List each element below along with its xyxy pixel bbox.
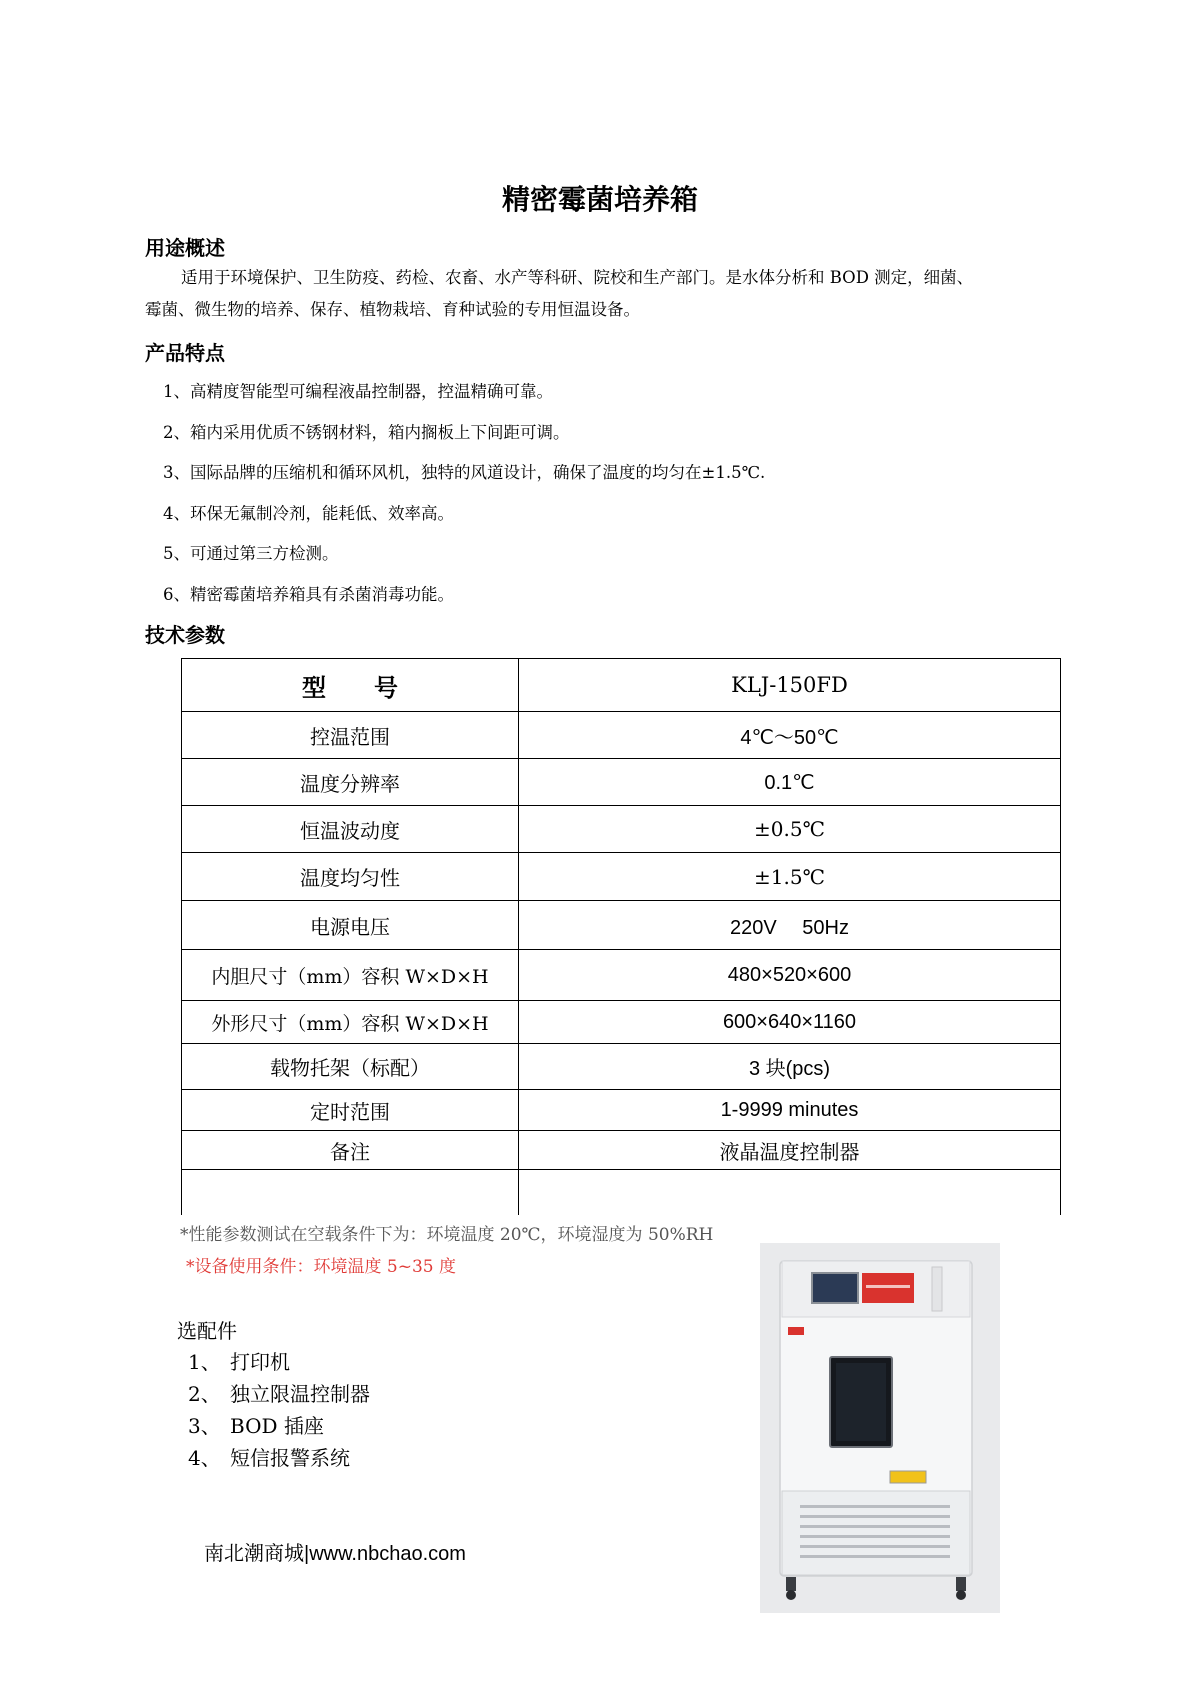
feature-item: 5、可通过第三方检测。 — [163, 544, 339, 564]
feature-item: 6、精密霉菌培养箱具有杀菌消毒功能。 — [163, 584, 454, 604]
model-value: KLJ-150FD — [519, 659, 1061, 712]
features-list — [163, 378, 765, 622]
spec-label: 恒温波动度 — [182, 806, 519, 853]
spec-label: 温度均匀性 — [182, 853, 519, 901]
table-row — [182, 950, 1061, 1001]
performance-note: *性能参数测试在空载条件下为：环境温度 20℃，环境湿度为 50%RH — [180, 1225, 714, 1245]
feature-item: 3、国际品牌的压缩机和循环风机，独特的风道设计，确保了温度的均匀在±1.5℃. — [163, 463, 766, 483]
model-label: 型 号 — [182, 659, 519, 712]
table-row — [182, 1044, 1061, 1090]
spec-value: 480×520×600 — [519, 950, 1061, 1001]
spec-value: 0.1℃ — [519, 759, 1061, 806]
accessory-item: 2、 独立限温控制器 — [188, 1382, 370, 1406]
spec-value: 3 块(pcs) — [519, 1044, 1061, 1090]
table-row — [182, 1090, 1061, 1131]
spec-label: 电源电压 — [182, 901, 519, 950]
table-row — [182, 901, 1061, 950]
usage-line-2: 霉菌、微生物的培养、保存、植物栽培、育种试验的专用恒温设备。 — [145, 300, 640, 319]
spec-label: 外形尺寸（mm）容积 W×D×H — [182, 1001, 519, 1044]
accessory-item: 1、 打印机 — [188, 1350, 290, 1374]
usage-paragraph — [145, 262, 1060, 326]
spec-table — [181, 658, 1061, 1215]
spec-value: 1-9999 minutes — [519, 1090, 1061, 1131]
table-row — [182, 712, 1061, 759]
table-row — [182, 1001, 1061, 1044]
table-row — [182, 759, 1061, 806]
usage-line-1: 适用于环境保护、卫生防疫、药检、农畜、水产等科研、院校和生产部门。是水体分析和 BOD 测定，细菌、 — [181, 268, 974, 287]
spec-value: 4℃～50℃ — [519, 712, 1061, 759]
spec-value: 220V 50Hz — [519, 901, 1061, 950]
table-row — [182, 1131, 1061, 1170]
table-row-empty — [182, 1170, 1061, 1215]
incubator-product-image — [760, 1243, 1000, 1613]
spec-label: 定时范围 — [182, 1090, 519, 1131]
accessories-list — [188, 1346, 370, 1474]
spec-value: 液晶温度控制器 — [519, 1131, 1061, 1170]
features-heading: 产品特点 — [145, 341, 225, 365]
feature-item: 4、环保无氟制冷剂，能耗低、效率高。 — [163, 503, 454, 523]
footer-site: 南北潮商城|www.nbchao.com — [204, 1543, 466, 1565]
usage-heading: 用途概述 — [145, 236, 225, 260]
spec-value: 600×640×1160 — [519, 1001, 1061, 1044]
spec-label-empty — [182, 1170, 519, 1215]
spec-label: 载物托架（标配） — [182, 1044, 519, 1090]
table-row — [182, 659, 1061, 712]
accessories-heading: 选配件 — [177, 1319, 237, 1343]
spec-label: 温度分辨率 — [182, 759, 519, 806]
spec-label: 内胆尺寸（mm）容积 W×D×H — [182, 950, 519, 1001]
specs-heading: 技术参数 — [145, 623, 225, 647]
accessory-item: 3、 BOD 插座 — [188, 1414, 324, 1438]
spec-value: ±1.5℃ — [519, 853, 1061, 901]
spec-label: 备注 — [182, 1131, 519, 1170]
feature-item: 1、高精度智能型可编程液晶控制器，控温精确可靠。 — [163, 382, 553, 401]
page-title: 精密霉菌培养箱 — [501, 183, 698, 216]
table-row — [182, 806, 1061, 853]
spec-label: 控温范围 — [182, 712, 519, 759]
table-row — [182, 853, 1061, 901]
spec-value: ±0.5℃ — [519, 806, 1061, 853]
spec-value-empty — [519, 1170, 1061, 1215]
feature-item: 2、箱内采用优质不锈钢材料，箱内搁板上下间距可调。 — [163, 422, 570, 442]
usage-condition-note: *设备使用条件：环境温度 5~35 度 — [186, 1257, 456, 1277]
accessory-item: 4、 短信报警系统 — [188, 1446, 350, 1470]
